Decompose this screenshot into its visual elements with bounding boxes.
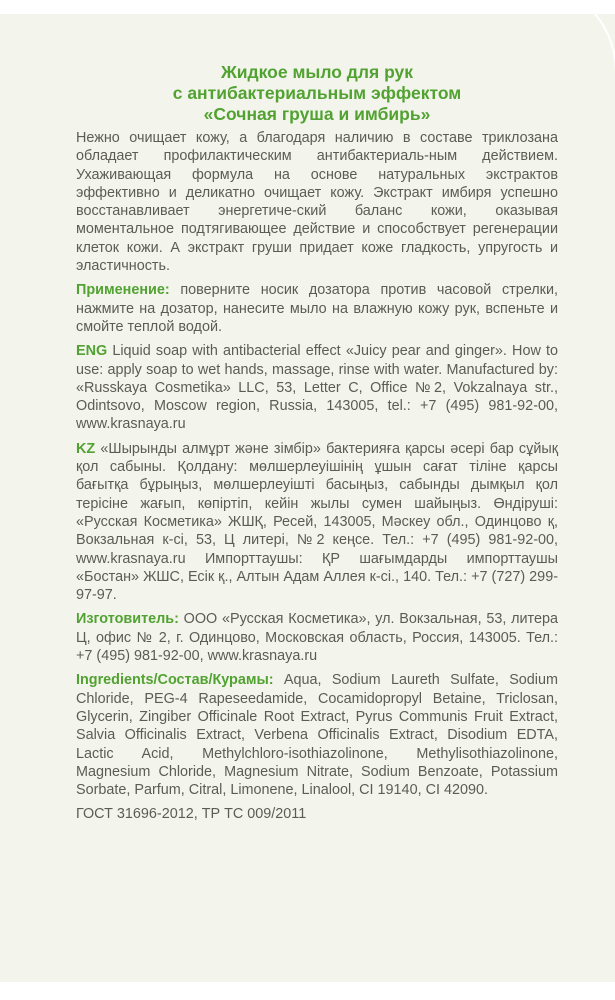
ingredients-section xyxy=(76,671,558,799)
usage-section xyxy=(76,281,558,336)
kazakh-section xyxy=(76,440,558,605)
usage-label: Применение: xyxy=(76,282,170,299)
product-title xyxy=(76,62,558,125)
manufacturer-section xyxy=(76,610,558,665)
product-description: Нежно очищает кожу, а благодаря наличию в составе триклозана обладает профилактическим антибактериаль-ным действием. Ухаживающая формула на основе натуральных экстрактов эффективно и деликатно очищает кожу. Экстракт имбиря успешно восстанавливает энергетиче-ский баланс кожи, оказывая моментальное подтягивающее действие и способствует регенерации клеток кожи. А экстракт груши придает коже гладкость, упругость и эластичность. xyxy=(76,130,558,275)
ingredients-label: Ingredients/Состав/Курамы: xyxy=(76,672,274,689)
title-line-3: «Сочная груша и имбирь» xyxy=(203,104,431,124)
kz-label: KZ xyxy=(76,440,96,457)
kz-text: «Шырынды алмұрт және зімбір» бактерияға қарсы әсері бар сұйық қол сабыны. Қолдану: мөлшерлеуішінің ұшын сағат тіліне қарсы бағытқа бұрыңыз, мөлшерлеуішті басыңыз, сабынды дымқыл қол терісіне жағып, көпіртіп, кейін жылы сумен шайыңыз. Өндіруші: «Русская Косметика» ЖШҚ, Ресей, 143005, Мәскеу обл., Одинцово қ, Вокзальная к-сі, 53, Ц литері, №2 кеңсе. Тел.: +7 (495) 981-92-00, www.krasnaya.ru Импорттаушы: ҚР шағымдарды импорттаушы «Бостан» ЖШС, Есік қ., Алтын Адам Аллея к-сі., 140. Тел.: +7 (727) 299-97-97. xyxy=(76,440,558,604)
english-section xyxy=(76,342,558,433)
title-line-1: Жидкое мыло для рук xyxy=(220,62,414,82)
eng-text: Liquid soap with antibacterial effect «Juicy pear and ginger». How to use: apply soap to wet hands, massage, rinse with water. Manufactured by: «Russkaya Cosmetika» LLC, 53, Letter C, Office №2, Vokzalnaya str., Odintsovo, Moscow region, Russia, 143005, tel.: +7 (495) 981-92-00, www.krasnaya.ru xyxy=(76,343,558,433)
eng-label: ENG xyxy=(76,343,108,360)
ingredients-text: Aqua, Sodium Laureth Sulfate, Sodium Chloride, PEG-4 Rapeseedamide, Cocamidopropyl Betaine, Triclosan, Glycerin, Zingiber Officinale Root Extract, Pyrus Communis Fruit Extract, Salvia Officinalis Extract, Verbena Officinalis Extract, Disodium EDTA, Lactic Acid, Methylchloro-isothiazolinone, Methylisothiazolinone, Magnesium Chloride, Magnesium Nitrate, Sodium Benzoate, Potassium Sorbate, Parfum, Citral, Limonene, Linalool, CI 19140, CI 42090. xyxy=(76,672,558,799)
standards-line: ГОСТ 31696-2012, ТР ТС 009/2011 xyxy=(76,806,307,823)
label-text-block xyxy=(76,62,558,824)
label-top-edge xyxy=(0,0,615,14)
label-bottom-edge xyxy=(0,982,615,1000)
usage-text: поверните носик дозатора против часовой стрелки, нажмите на дозатор, нанесите мыло на влажную кожу рук, вспеньте и смойте теплой водой. xyxy=(76,282,558,335)
title-line-2: с антибактериальным эффектом xyxy=(172,83,462,103)
manufacturer-text: ООО «Русская Косметика», ул. Вокзальная, 53, литера Ц, офис № 2, г. Одинцово, Московская область, Россия, 143005. Тел.: +7 (495) 981-92-00, www.krasnaya.ru xyxy=(76,611,558,665)
manufacturer-label: Изготовитель: xyxy=(76,611,179,628)
